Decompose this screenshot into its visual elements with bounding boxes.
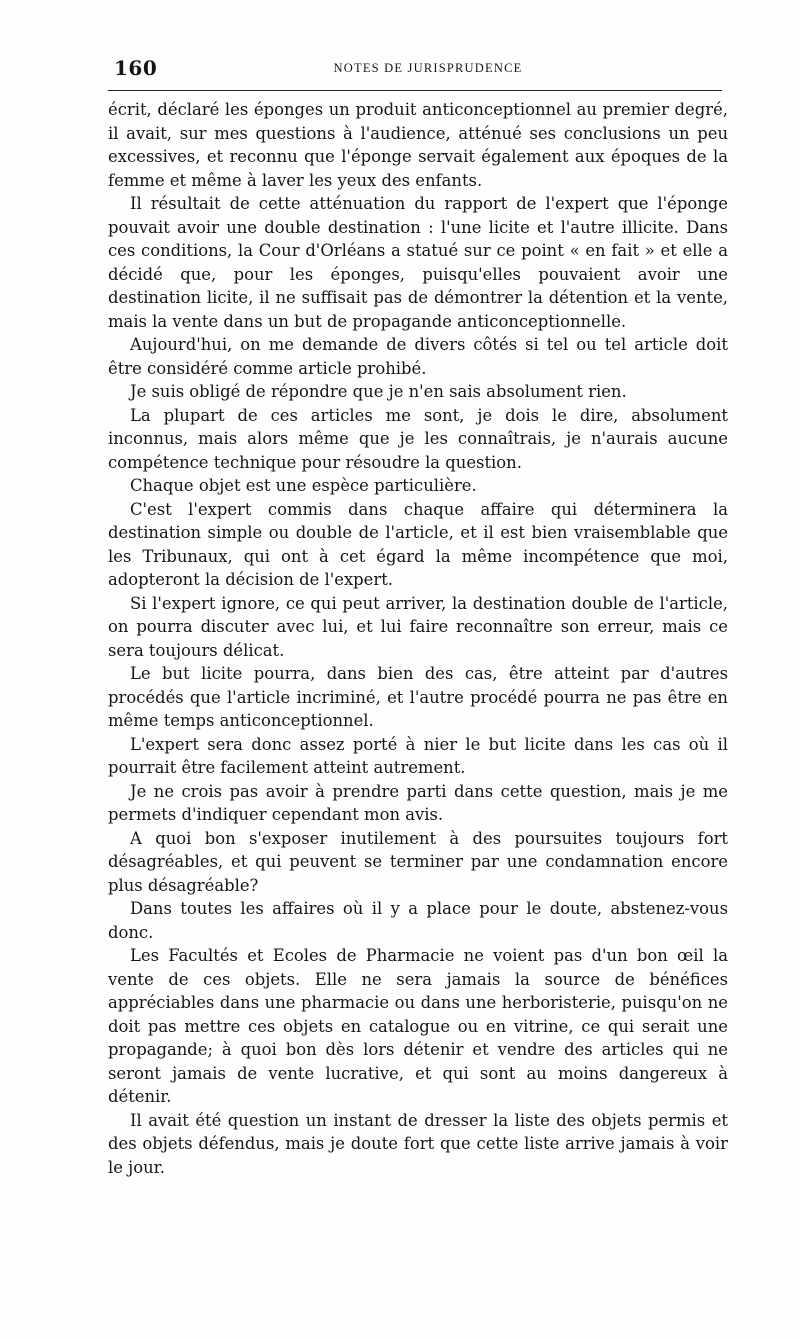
paragraph-3: Aujourd'hui, on me demande de divers côtés si tel ou tel article doit être considéré comme article prohibé. bbox=[108, 335, 728, 378]
paragraph-1: écrit, déclaré les éponges un produit anticonceptionnel au premier degré, il avait, sur mes questions à l'audience, atténué ses conclusions un peu excessives, et reconnu que l'éponge servait également aux époques de la femme et même à laver les yeux des enfants. bbox=[108, 100, 728, 190]
paragraph-13: Dans toutes les affaires où il y a place pour le doute, abstenez-vous donc. bbox=[108, 899, 728, 942]
paragraph-9: Le but licite pourra, dans bien des cas, être atteint par d'autres procédés que l'article incriminé, et l'autre procédé pourra ne pas être en même temps anticonceptionnel. bbox=[108, 664, 728, 730]
paragraph-8: Si l'expert ignore, ce qui peut arriver, la destination double de l'article, on pourra discuter avec lui, et lui faire reconnaître son erreur, mais ce sera toujours délicat. bbox=[108, 593, 728, 660]
paragraph-5: La plupart de ces articles me sont, je dois le dire, absolument inconnus, mais alors même que je les connaîtrais, je n'aurais aucune compétence technique pour résoudre la question. bbox=[108, 405, 728, 472]
paragraph-14: Les Facultés et Ecoles de Pharmacie ne voient pas d'un bon œil la vente de ces objets. Elle ne sera jamais la source de bénéfices appréciables dans une pharmacie ou dans une herboristerie, puisqu'on ne doit pas mettre ces objets en catalogue ou en vitrine, ce qui serait une propagande; à quoi bon dès lors détenir et vendre des articles qui ne seront jamais de vente lucrative, et qui sont au moins dangereux à détenir. bbox=[108, 946, 728, 1106]
paragraph-12: A quoi bon s'exposer inutilement à des poursuites toujours fort désagréables, et qui peuvent se terminer par une condamnation encore plus désagréable? bbox=[108, 828, 728, 895]
paragraph-11: Je ne crois pas avoir à prendre parti dans cette question, mais je me permets d'indiquer cependant mon avis. bbox=[108, 781, 728, 824]
running-title: NOTES DE JURISPRUDENCE bbox=[333, 61, 523, 75]
page-header bbox=[108, 54, 728, 82]
header-rule bbox=[108, 90, 722, 91]
paragraph-15: Il avait été question un instant de dresser la liste des objets permis et des objets défendus, mais je doute fort que cette liste arrive jamais à voir le jour. bbox=[108, 1110, 728, 1177]
body-text bbox=[108, 98, 728, 1179]
page-number: 160 bbox=[114, 56, 158, 80]
paragraph-2: Il résultait de cette atténuation du rapport de l'expert que l'éponge pouvait avoir une double destination : l'une licite et l'autre illicite. Dans ces conditions, la Cour d'Orléans a statué sur ce point « en fait » et elle a décidé que, pour les éponges, puisqu'elles pouvaient avoir une destination licite, il ne suffisait pas de démontrer la détention et la vente, mais la vente dans un but de propagande anticonceptionnelle. bbox=[108, 194, 728, 331]
paragraph-7: C'est l'expert commis dans chaque affaire qui déterminera la destination simple ou double de l'article, et il est bien vraisemblable que les Tribunaux, qui ont à cet égard la même incompétence que moi, adopteront la décision de l'expert. bbox=[108, 499, 728, 589]
paragraph-4: Je suis obligé de répondre que je n'en sais absolument rien. bbox=[130, 382, 627, 401]
paragraph-10: L'expert sera donc assez porté à nier le but licite dans les cas où il pourrait être facilement atteint autrement. bbox=[108, 734, 728, 777]
paragraph-6: Chaque objet est une espèce particulière. bbox=[130, 476, 477, 495]
